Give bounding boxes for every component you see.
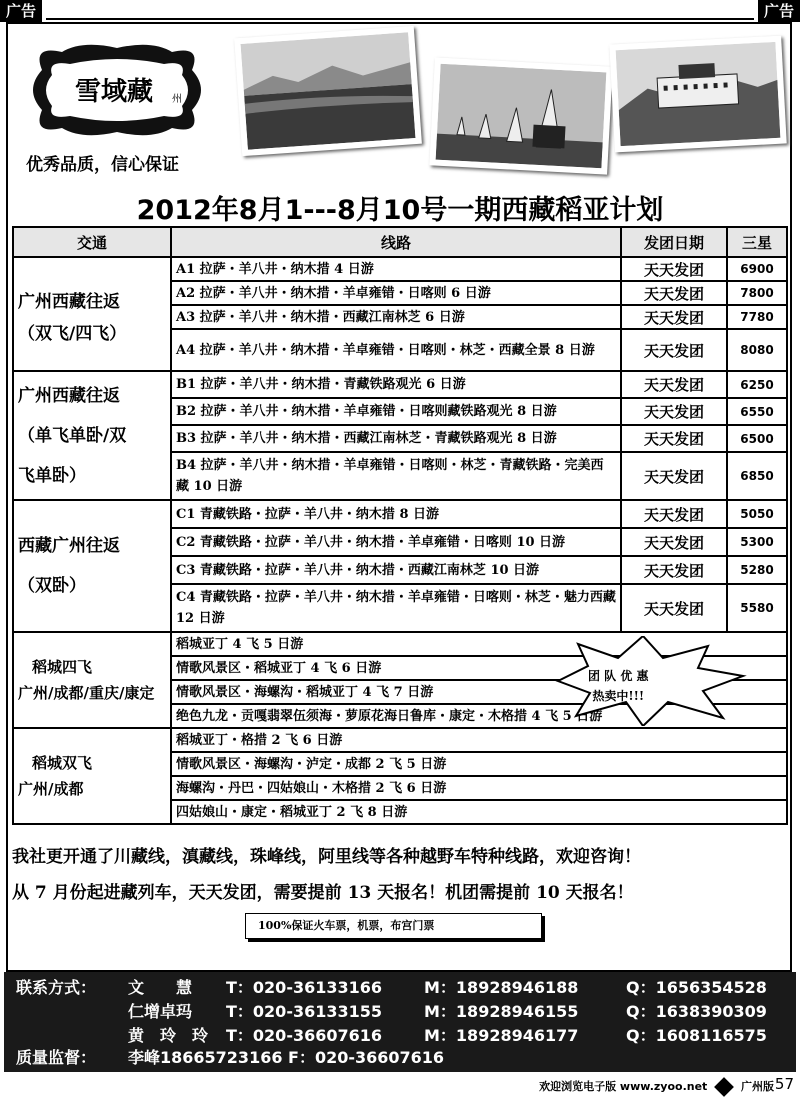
- group-b-name: 广州西藏往返 （单飞单卧/双 飞单卧）: [13, 371, 171, 500]
- route-e3: 海螺沟・丹巴・四姑娘山・木格措 2 飞 6 日游: [171, 776, 787, 800]
- date-a1: 天天发团: [621, 257, 727, 281]
- route-a4: A4 拉萨・羊八井・纳木措・羊卓雍错・日喀则・林芝・西藏全景 8 日游: [171, 329, 621, 371]
- group-daocheng-four: 稻城四飞 广州/成都/重庆/康定: [13, 632, 171, 728]
- notice-train-booking: 从 7 月份起进藏列车，天天发团，需要提前 13 天报名！机团需提前 10 天报名！: [12, 883, 634, 903]
- price-a3: 7780: [727, 305, 787, 329]
- header-transport: 交通: [13, 227, 171, 257]
- date-b4: 天天发团: [621, 452, 727, 500]
- route-a2: A2 拉萨・羊八井・纳木措・羊卓雍错・日喀则 6 日游: [171, 281, 621, 305]
- price-c4: 5580: [727, 584, 787, 632]
- guarantee-box: 100%保证火车票，机票，布宫门票: [245, 913, 542, 939]
- route-b3: B3 拉萨・羊八井・纳木措・西藏江南林芝・青藏铁路观光 8 日游: [171, 425, 621, 452]
- route-c4: C4 青藏铁路・拉萨・羊八井・纳木措・羊卓雍错・日喀则・林芝・魅力西藏 12 日游: [171, 584, 621, 632]
- date-a4: 天天发团: [621, 329, 727, 371]
- photo-potala: [609, 36, 786, 153]
- tagline: 优秀品质，信心保证: [26, 155, 179, 175]
- date-c3: 天天发团: [621, 556, 727, 584]
- header-route: 线路: [171, 227, 621, 257]
- route-e2: 情歌风景区・海螺沟・泸定・成都 2 飞 5 日游: [171, 752, 787, 776]
- group-c-name: 西藏广州往返 （双卧）: [13, 500, 171, 632]
- price-c1: 5050: [727, 500, 787, 528]
- header-price: 三星: [727, 227, 787, 257]
- route-e1: 稻城亚丁・格措 2 飞 6 日游: [171, 728, 787, 752]
- price-a2: 7800: [727, 281, 787, 305]
- price-b2: 6550: [727, 398, 787, 425]
- route-e4: 四姑娘山・康定・稻城亚丁 2 飞 8 日游: [171, 800, 787, 824]
- route-b2: B2 拉萨・羊八井・纳木措・羊卓雍错・日喀则藏铁路观光 8 日游: [171, 398, 621, 425]
- header-date: 发团日期: [621, 227, 727, 257]
- route-d2: 情歌风景区・稻城亚丁 4 飞 6 日游: [171, 656, 787, 680]
- date-a2: 天天发团: [621, 281, 727, 305]
- contact-panel: 联系方式： 文 慧 T：020-36133166 M：18928946188 Q：1656354528 仁增卓玛 T：020-36133155 M：18928946155 Q：1638390309 黄 玲 玲 T：020-36607616 M：18928946177 Q：1608116575 质量监督： 李峰18665723166 F：020-36607616: [4, 972, 796, 1072]
- price-c3: 5280: [727, 556, 787, 584]
- price-b3: 6500: [727, 425, 787, 452]
- svg-text:州: 州: [172, 94, 182, 105]
- price-a4: 8080: [727, 329, 787, 371]
- promo-text: 团 队 优 惠 热卖中!!!: [588, 669, 649, 703]
- date-b1: 天天发团: [621, 371, 727, 398]
- ad-label-left: 广告: [0, 0, 42, 22]
- headline: 2012年8月1---8月10号一期西藏稻亚计划: [136, 195, 664, 226]
- top-rule: [46, 18, 754, 20]
- tour-table: [12, 226, 788, 825]
- date-a3: 天天发团: [621, 305, 727, 329]
- route-a1: A1 拉萨・羊八井・纳木措 4 日游: [171, 257, 621, 281]
- route-d4: 绝色九龙・贡嘎翡翠伍须海・萝原花海日鲁库・康定・木格措 4 飞 5 日游: [171, 704, 787, 728]
- route-b4: B4 拉萨・羊八井・纳木措・羊卓雍错・日喀则・林芝・青藏铁路・完美西藏 10 日游: [171, 452, 621, 500]
- group-a-name: 广州西藏往返 （双飞/四飞）: [13, 257, 171, 371]
- photo-lake: [234, 26, 422, 156]
- logo-text: 雪域藏: [74, 77, 154, 107]
- date-b2: 天天发团: [621, 398, 727, 425]
- contact-label: 联系方式：: [16, 978, 97, 997]
- price-c2: 5300: [727, 528, 787, 556]
- brand-logo: [22, 40, 212, 140]
- photo-stupas: [429, 57, 612, 174]
- notice-special-routes: 我社更开通了川藏线，滇藏线，珠峰线，阿里线等各种越野车特种线路，欢迎咨询！: [12, 847, 641, 867]
- price-a1: 6900: [727, 257, 787, 281]
- ad-label-right: 广告: [758, 0, 800, 22]
- route-c3: C3 青藏铁路・拉萨・羊八井・纳木措・西藏江南林芝 10 日游: [171, 556, 621, 584]
- date-c4: 天天发团: [621, 584, 727, 632]
- date-b3: 天天发团: [621, 425, 727, 452]
- diamond-icon: [714, 1077, 734, 1097]
- group-daocheng-two: 稻城双飞 广州/成都: [13, 728, 171, 824]
- route-c2: C2 青藏铁路・拉萨・羊八井・纳木措・羊卓雍错・日喀则 10 日游: [171, 528, 621, 556]
- date-c2: 天天发团: [621, 528, 727, 556]
- route-d1: 稻城亚丁 4 飞 5 日游: [171, 632, 787, 656]
- route-b1: B1 拉萨・羊八井・纳木措・青藏铁路观光 6 日游: [171, 371, 621, 398]
- route-d3: 情歌风景区・海螺沟・稻城亚丁 4 飞 7 日游: [171, 680, 787, 704]
- route-c1: C1 青藏铁路・拉萨・羊八井・纳木措 8 日游: [171, 500, 621, 528]
- footer-text: 欢迎浏览电子版 www.zyoo.net 广州版: [539, 1078, 774, 1094]
- page-number: 57: [774, 1075, 794, 1093]
- price-b1: 6250: [727, 371, 787, 398]
- route-a3: A3 拉萨・羊八井・纳木措・西藏江南林芝 6 日游: [171, 305, 621, 329]
- price-b4: 6850: [727, 452, 787, 500]
- date-c1: 天天发团: [621, 500, 727, 528]
